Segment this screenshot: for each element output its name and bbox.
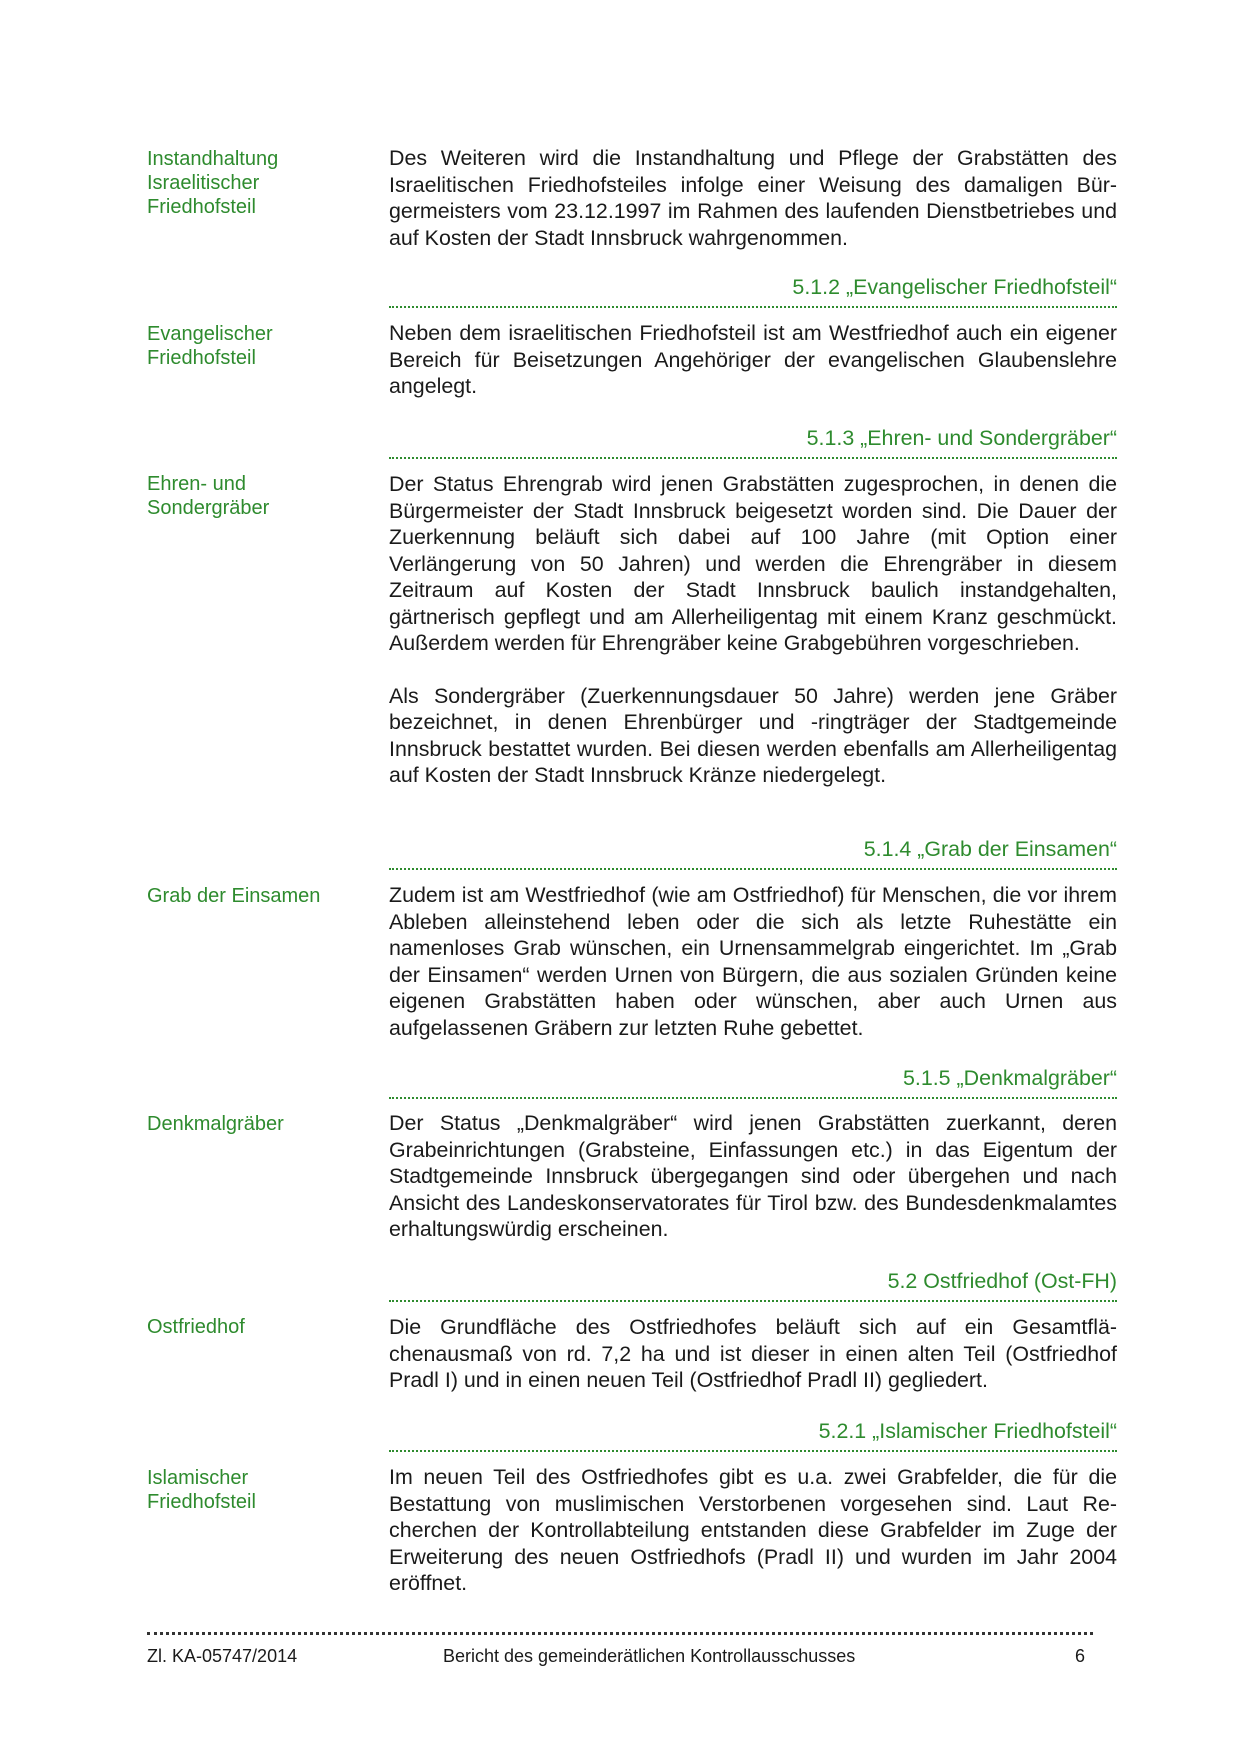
paragraph: Neben dem israelitischen Friedhofsteil ist am Westfriedhof auch ein eigener Bereich für Beisetzungen Angehöriger der evangelischen Glaubenslehre angelegt. xyxy=(389,321,1117,398)
paragraph-ehren-sondergraeber xyxy=(389,471,1117,789)
heading-divider xyxy=(389,306,1117,308)
paragraph: Der Status „Denkmalgräber“ wird jenen Grabstätten zuerkannt, deren Grabeinrichtungen (Grabsteine, Einfassungen etc.) in das Eigentum der Stadtgemeinde Innsbruck übergegangen sind oder übergehen und nach Ansicht des Landeskonservatorates für Tirol bzw. des Bundesdenkmalamtes erhaltungswürdig erscheinen. xyxy=(389,1111,1117,1241)
heading-5-2: 5.2 Ostfriedhof (Ost-FH) xyxy=(887,1269,1117,1293)
paragraph-ostfriedhof xyxy=(389,1314,1117,1394)
margin-note-evangelischer: Evangelischer Friedhofsteil xyxy=(147,323,273,369)
paragraph-evangelischer xyxy=(389,320,1117,400)
heading-divider xyxy=(389,868,1117,870)
margin-note-ehren-sondergraeber: Ehren- und Sondergräber xyxy=(147,473,270,519)
paragraph: Zudem ist am Westfriedhof (wie am Ostfriedhof) für Menschen, die vor ihrem Ableben alleinstehend leben oder die sich als letzte Ruhestätte ein namenloses Grab wünschen, ein Urnensammelgrab eingerichtet. Im „Grab der Einsamen“ werden Urnen von Bürgern, die aus sozialen Gründen keine eigenen Grabstätten haben oder wünschen, aber auch Urnen aus aufgelassenen Gräbern zur letzten Ruhe gebettet. xyxy=(389,883,1117,1040)
heading-divider xyxy=(389,1300,1117,1302)
paragraph: Die Grundfläche des Ostfriedhofes beläuft sich auf ein Gesamtflächenausmaß von rd. 7,2 ha und ist dieser in einen alten Teil (Ostfriedhof Pradl I) und in einen neuen Teil (Ostfriedhof Pradl II) gegliedert. xyxy=(389,1315,1117,1392)
footer-title: Bericht des gemeinderätlichen Kontrollausschusses xyxy=(443,1646,856,1666)
margin-note-islamischer: Islamischer Friedhofsteil xyxy=(147,1467,256,1513)
paragraph-denkmalgraeber xyxy=(389,1110,1117,1243)
footer-divider xyxy=(147,1632,1093,1635)
margin-note-grab-der-einsamen: Grab der Einsamen xyxy=(147,885,321,907)
heading-divider xyxy=(389,1450,1117,1452)
heading-divider xyxy=(389,457,1117,459)
paragraph: Der Status Ehrengrab wird jenen Grabstätten zugesprochen, in denen die Bürgermeister der Stadt Innsbruck beigesetzt worden sind. Die Dauer der Zuerkennung beläuft sich dabei auf 100 Jahre (mit Option einer Verlängerung von 50 Jahren) und werden die Ehrengräber in diesem Zeitraum auf Kosten der Stadt Innsbruck baulich instandgehalten, gärtnerisch gepflegt und am Allerheiligentag mit einem Kranz geschmückt. Außerdem werden für Ehrengräber keine Grabgebühren vorgeschrieben. xyxy=(389,472,1117,655)
heading-5-1-3: 5.1.3 „Ehren- und Sondergräber“ xyxy=(806,426,1117,450)
heading-5-1-5: 5.1.5 „Denkmalgräber“ xyxy=(902,1066,1117,1090)
heading-divider xyxy=(389,1097,1117,1099)
margin-note-instandhaltung: Instandhaltung Israelitischer Friedhofsteil xyxy=(147,148,279,218)
paragraph: Des Weiteren wird die Instandhaltung und Pflege der Grabstätten des Israelitischen Friedhofsteiles infolge einer Weisung des damaligen Bürgermeisters vom 23.12.1997 im Rahmen des laufenden Dienstbetriebes und auf Kosten der Stadt Innsbruck wahrgenommen. xyxy=(389,146,1117,250)
paragraph: Im neuen Teil des Ostfriedhofes gibt es u.a. zwei Grabfelder, die für die Bestattung von muslimischen Verstorbenen vorgesehen sind. Laut Recherchen der Kontrollabteilung entstanden diese Grabfelder im Zuge der Erweiterung des neuen Ostfriedhofs (Pradl II) und wurden im Jahr 2004 eröffnet. xyxy=(389,1465,1117,1595)
heading-5-2-1: 5.2.1 „Islamischer Friedhofsteil“ xyxy=(818,1419,1117,1443)
page-number: 6 xyxy=(1075,1646,1086,1666)
heading-5-1-4: 5.1.4 „Grab der Einsamen“ xyxy=(863,837,1117,861)
paragraph-instandhaltung xyxy=(389,145,1117,251)
margin-note-denkmalgraeber: Denkmalgräber xyxy=(147,1113,284,1135)
footer-reference: Zl. KA-05747/2014 xyxy=(147,1646,298,1666)
paragraph: Als Sondergräber (Zuerkennungsdauer 50 Jahre) werden jene Gräber bezeichnet, in denen Ehrenbürger und -ringträger der Stadtgemeinde Innsbruck bestattet wurden. Bei diesen werden ebenfalls am Allerheiligentag auf Kosten der Stadt Innsbruck Kränze niedergelegt. xyxy=(389,683,1117,787)
heading-5-1-2: 5.1.2 „Evangelischer Friedhofsteil“ xyxy=(792,275,1117,299)
paragraph-islamischer xyxy=(389,1464,1117,1597)
paragraph-grab-der-einsamen xyxy=(389,882,1117,1041)
margin-note-ostfriedhof: Ostfriedhof xyxy=(147,1316,245,1338)
